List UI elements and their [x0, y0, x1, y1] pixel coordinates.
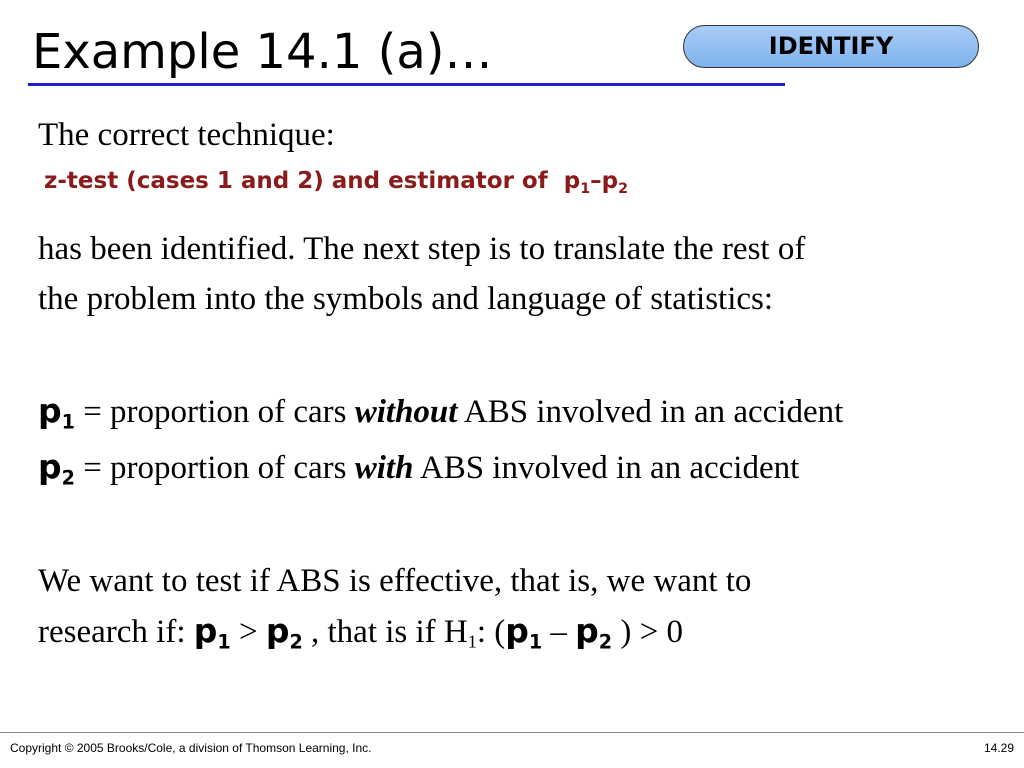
h-subscript: 1: [467, 631, 477, 652]
paragraph-line: has been identified. The next step is to translate the rest of: [38, 231, 806, 267]
paragraph-identified: [38, 224, 805, 324]
symbol-p1: $p_1$: [505, 611, 543, 654]
technique-p2: $p_2$: [601, 168, 629, 197]
definition-p1: $p_1$ = proportion of cars without ABS involved in an accident: [38, 391, 844, 434]
emphasis-with: with: [354, 450, 414, 486]
paragraph-line: the problem into the symbols and language of statistics:: [38, 281, 774, 317]
hypothesis-line: research if: $p_1 > p_2$ , that is if H1: ($p_1 - p_2$ ) > 0: [38, 611, 683, 654]
symbol-p1: $p_1$: [38, 391, 75, 434]
paragraph-hypothesis: [38, 556, 751, 668]
title-underline: [28, 83, 785, 86]
slide-title: Example 14.1 (a)…: [32, 24, 493, 80]
identify-badge: IDENTIFY: [683, 25, 979, 68]
paragraph-line: We want to test if ABS is effective, that is, we want to: [38, 563, 752, 599]
technique-p1: $p_1$: [563, 168, 591, 197]
technique-prefix: z-test (cases 1 and 2) and estimator of: [44, 168, 548, 194]
symbol-p1: $p_1$: [193, 611, 231, 654]
footer-divider: [0, 732, 1024, 733]
symbol-p2: $p_2$: [265, 611, 303, 654]
technique-minus: –: [590, 168, 602, 194]
definition-p2: $p_2$ = proportion of cars with ABS involved in an accident: [38, 447, 800, 490]
symbol-p2: $p_2$: [575, 611, 613, 654]
technique-formula: [44, 168, 628, 197]
page-number: 14.29: [983, 741, 1014, 755]
footer-copyright: Copyright © 2005 Brooks/Cole, a division of Thomson Learning, Inc.: [10, 741, 372, 755]
emphasis-without: without: [354, 394, 458, 430]
symbol-p2: $p_2$: [38, 447, 75, 490]
intro-text: The correct technique:: [38, 117, 335, 153]
